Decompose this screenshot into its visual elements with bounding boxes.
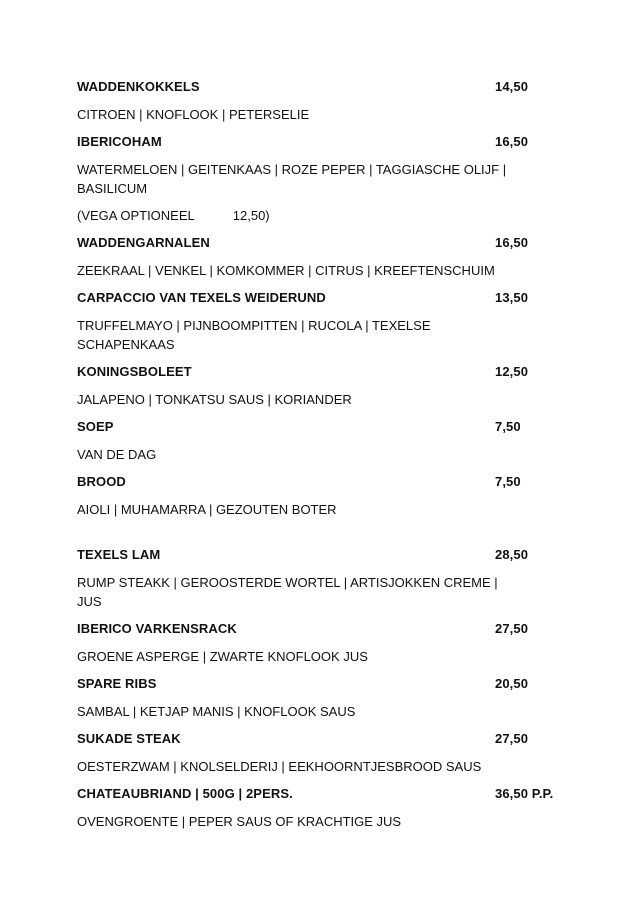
item-price: 27,50 bbox=[495, 621, 529, 636]
item-name: IBERICOHAM bbox=[77, 134, 162, 149]
vega-note-price: 12,50) bbox=[232, 208, 270, 223]
menu-item bbox=[77, 417, 597, 464]
item-vega-note bbox=[77, 206, 597, 225]
item-description: SAMBAL | KETJAP MANIS | KNOFLOOK SAUS bbox=[77, 704, 356, 719]
menu-item bbox=[77, 77, 597, 124]
item-name: WADDENKOKKELS bbox=[77, 79, 200, 94]
menu-item bbox=[77, 674, 597, 721]
item-description: JALAPENO | TONKATSU SAUS | KORIANDER bbox=[77, 392, 352, 407]
menu-item bbox=[77, 729, 597, 776]
item-price: 36,50 P.P. bbox=[495, 786, 554, 801]
item-header bbox=[77, 545, 597, 565]
item-price: 13,50 bbox=[495, 290, 529, 305]
menu-item bbox=[77, 288, 597, 354]
vega-note-label: (VEGA OPTIONEEL bbox=[77, 208, 195, 223]
item-header bbox=[77, 362, 597, 382]
item-price: 7,50 bbox=[495, 419, 521, 434]
item-description: AIOLI | MUHAMARRA | GEZOUTEN BOTER bbox=[77, 502, 337, 517]
item-header bbox=[77, 233, 597, 253]
item-name: BROOD bbox=[77, 474, 126, 489]
item-description: RUMP STEAKK | GEROOSTERDE WORTEL | ARTISJOKKEN CREME | JUS bbox=[77, 575, 498, 609]
item-name: WADDENGARNALEN bbox=[77, 235, 210, 250]
menu-item bbox=[77, 545, 597, 611]
item-price: 7,50 bbox=[495, 474, 521, 489]
item-description: ZEEKRAAL | VENKEL | KOMKOMMER | CITRUS | KREEFTENSCHUIM bbox=[77, 263, 495, 278]
item-name: IBERICO VARKENSRACK bbox=[77, 621, 237, 636]
menu-document bbox=[77, 77, 597, 839]
menu-item bbox=[77, 472, 597, 519]
item-price: 27,50 bbox=[495, 731, 529, 746]
item-header bbox=[77, 132, 597, 152]
item-price: 14,50 bbox=[495, 79, 529, 94]
item-header bbox=[77, 417, 597, 437]
item-price: 12,50 bbox=[495, 364, 529, 379]
item-description: WATERMELOEN | GEITENKAAS | ROZE PEPER | TAGGIASCHE OLIJF | BASILICUM bbox=[77, 162, 507, 196]
item-price: 20,50 bbox=[495, 676, 529, 691]
menu-item bbox=[77, 619, 597, 666]
item-header bbox=[77, 619, 597, 639]
item-description: OVENGROENTE | PEPER SAUS OF KRACHTIGE JUS bbox=[77, 814, 402, 829]
menu-section-starters bbox=[77, 77, 597, 519]
item-header bbox=[77, 674, 597, 694]
item-name: CARPACCIO VAN TEXELS WEIDERUND bbox=[77, 290, 326, 305]
item-name: CHATEAUBRIAND | 500G | 2PERS. bbox=[77, 786, 293, 801]
item-price: 28,50 bbox=[495, 547, 529, 562]
item-header bbox=[77, 472, 597, 492]
item-price: 16,50 bbox=[495, 235, 529, 250]
item-name: KONINGSBOLEET bbox=[77, 364, 192, 379]
item-header bbox=[77, 288, 597, 308]
item-name: TEXELS LAM bbox=[77, 547, 161, 562]
item-description: OESTERZWAM | KNOLSELDERIJ | EEKHOORNTJESBROOD SAUS bbox=[77, 759, 482, 774]
menu-section-mains bbox=[77, 545, 597, 831]
item-description: CITROEN | KNOFLOOK | PETERSELIE bbox=[77, 107, 310, 122]
menu-item bbox=[77, 233, 597, 280]
item-name: SOEP bbox=[77, 419, 114, 434]
menu-item bbox=[77, 784, 597, 831]
item-description: TRUFFELMAYO | PIJNBOOMPITTEN | RUCOLA | TEXELSE SCHAPENKAAS bbox=[77, 318, 431, 352]
menu-item bbox=[77, 132, 597, 225]
item-description: VAN DE DAG bbox=[77, 447, 157, 462]
item-header bbox=[77, 729, 597, 749]
menu-item bbox=[77, 362, 597, 409]
item-description: GROENE ASPERGE | ZWARTE KNOFLOOK JUS bbox=[77, 649, 368, 664]
item-header bbox=[77, 784, 597, 804]
item-price: 16,50 bbox=[495, 134, 529, 149]
item-name: SUKADE STEAK bbox=[77, 731, 181, 746]
item-name: SPARE RIBS bbox=[77, 676, 157, 691]
item-header bbox=[77, 77, 597, 97]
